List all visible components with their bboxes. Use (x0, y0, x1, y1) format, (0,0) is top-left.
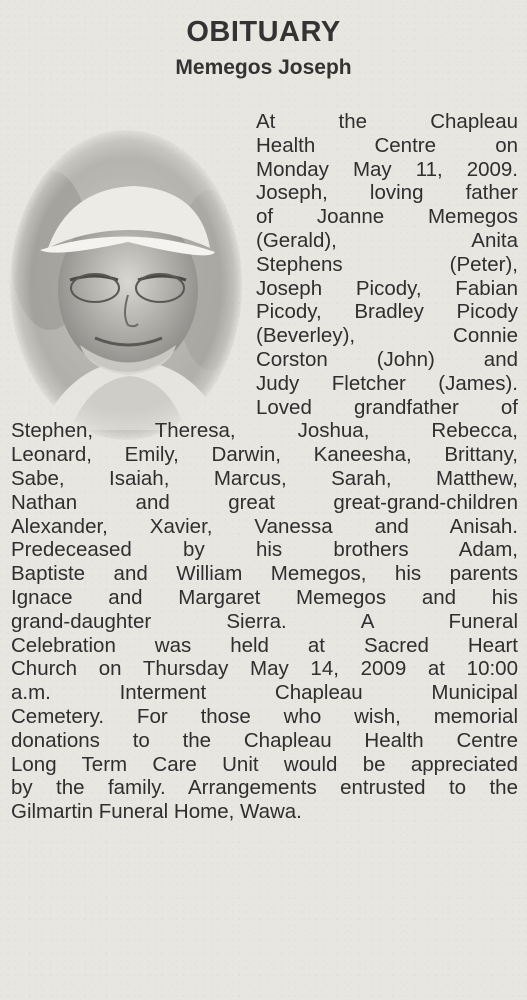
body-line: Health Centre on (256, 133, 518, 157)
body-line: Corston (John) and (256, 347, 518, 371)
body-line: Long Term Care Unit would be appreciated (11, 752, 518, 776)
body-line: (Beverley), Connie (256, 324, 518, 348)
body-line: (Gerald), Anita (256, 228, 518, 252)
body-line: grand-daughter Sierra. A Funeral (11, 609, 518, 633)
body-line: Predeceased by his brothers Adam, (11, 538, 518, 562)
body-line: Judy Fletcher (James). (256, 371, 518, 395)
body-line: Ignace and Margaret Memegos and his (11, 585, 518, 609)
body-line: Baptiste and William Memegos, his parents (11, 562, 518, 586)
obituary-heading: OBITUARY (186, 16, 341, 48)
body-line: Loved grandfather of (256, 395, 518, 419)
body-line: Joseph Picody, Fabian (256, 276, 518, 300)
body-line: Alexander, Xavier, Vanessa and Anisah. (11, 514, 518, 538)
body-line: Stephens (Peter), (256, 252, 518, 276)
body-line: Nathan and great great-grand-children (11, 490, 518, 514)
body-line: by the family. Arrangements entrusted to the (11, 776, 518, 800)
body-line: Stephen, Theresa, Joshua, Rebecca, (11, 419, 518, 443)
deceased-name: Memegos Joseph (175, 56, 352, 79)
obituary-body (11, 110, 518, 824)
body-line: a.m. Interment Chapleau Municipal (11, 681, 518, 705)
body-line: Joseph, loving father (256, 181, 518, 205)
body-line: Church on Thursday May 14, 2009 at 10:00 (11, 657, 518, 681)
body-line: donations to the Chapleau Health Centre (11, 728, 518, 752)
body-line: Sabe, Isaiah, Marcus, Sarah, Matthew, (11, 466, 518, 490)
body-line: Monday May 11, 2009. (256, 157, 518, 181)
body-line: Cemetery. For those who wish, memorial (11, 704, 518, 728)
body-line: Celebration was held at Sacred Heart (11, 633, 518, 657)
body-line: Leonard, Emily, Darwin, Kaneesha, Brittany, (11, 443, 518, 467)
body-line: of Joanne Memegos (256, 205, 518, 229)
body-line: Picody, Bradley Picody (256, 300, 518, 324)
body-line: Gilmartin Funeral Home, Wawa. (11, 800, 302, 824)
body-line: At the Chapleau (256, 110, 518, 133)
